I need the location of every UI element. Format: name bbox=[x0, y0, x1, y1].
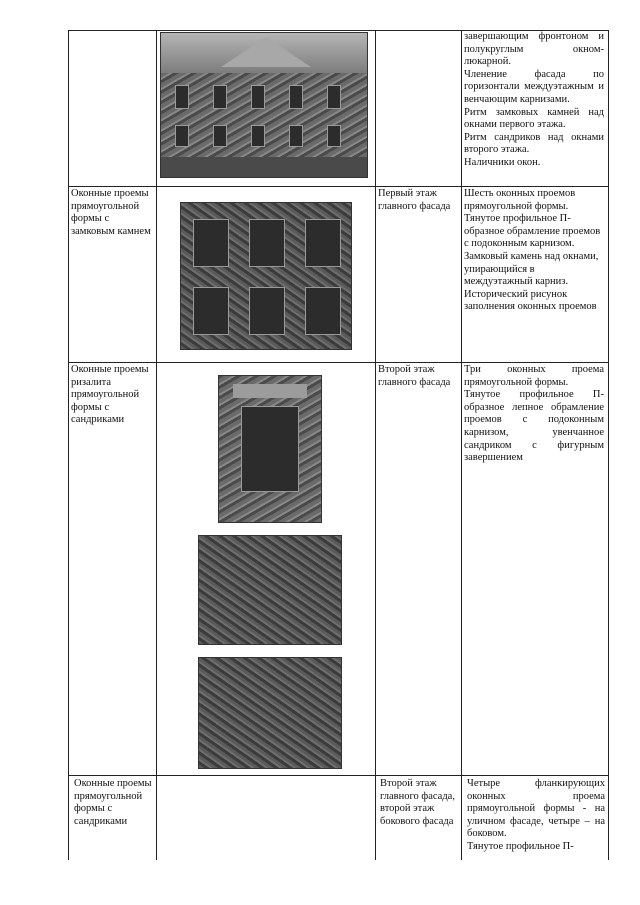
table-border-right bbox=[608, 30, 609, 860]
sandrik-detail-photo bbox=[198, 535, 342, 645]
row1-location: Первый этаж главного фасада bbox=[378, 188, 451, 212]
table-column-divider bbox=[461, 30, 462, 860]
building-facade-photo bbox=[160, 32, 368, 178]
table-border-left bbox=[68, 30, 69, 860]
row2-location: Второй этаж главного фасада bbox=[378, 364, 451, 388]
row2-element-name: Оконные проемы ризалита прямоугольной формы с сандриками bbox=[71, 364, 149, 426]
row1-element-name: Оконные проемы прямоугольной формы с замковым камнем bbox=[71, 188, 151, 237]
first-floor-windows-photo bbox=[180, 202, 352, 350]
table-column-divider bbox=[156, 30, 157, 860]
row0-description: завершающим фронтоном и полукруглым окном-люкарной. Членение фасада по горизонтали междуэтажным и венчающим карнизами. Ритм замковых камней над окнами первого этажа. Ритм сандриков над окнами второго этажа. Наличники окон. bbox=[464, 31, 604, 168]
row3-location: Второй этаж главного фасада, второй этаж бокового фасада bbox=[380, 778, 455, 827]
table-row-divider bbox=[68, 362, 609, 363]
molding-detail-photo bbox=[198, 657, 342, 769]
row3-description: Четыре фланкирующих оконных проема прямоугольной формы - на уличном фасаде, четыре – на боковом. Тянутое профильное П- bbox=[467, 778, 605, 852]
table-row-divider bbox=[68, 775, 609, 776]
row3-element-name: Оконные проемы прямоугольной формы с сандриками bbox=[74, 778, 152, 827]
row2-description: Три оконных проема прямоугольной формы. Тянутое профильное П-образное лепное обрамление проемов с подоконным карнизом, увенчанное сандриком с фигурным завершением bbox=[464, 364, 604, 464]
row1-description: Шесть оконных проемов прямоугольной формы. Тянутое профильное П-образное обрамление проемов с подоконным карнизом. Замковый камень над окнами, упирающийся в междуэтажный карниз. Исторический рисунок заполнения оконных проемов bbox=[464, 188, 601, 313]
table-row-divider bbox=[68, 186, 609, 187]
table-column-divider bbox=[375, 30, 376, 860]
risalit-window-photo bbox=[218, 375, 322, 523]
